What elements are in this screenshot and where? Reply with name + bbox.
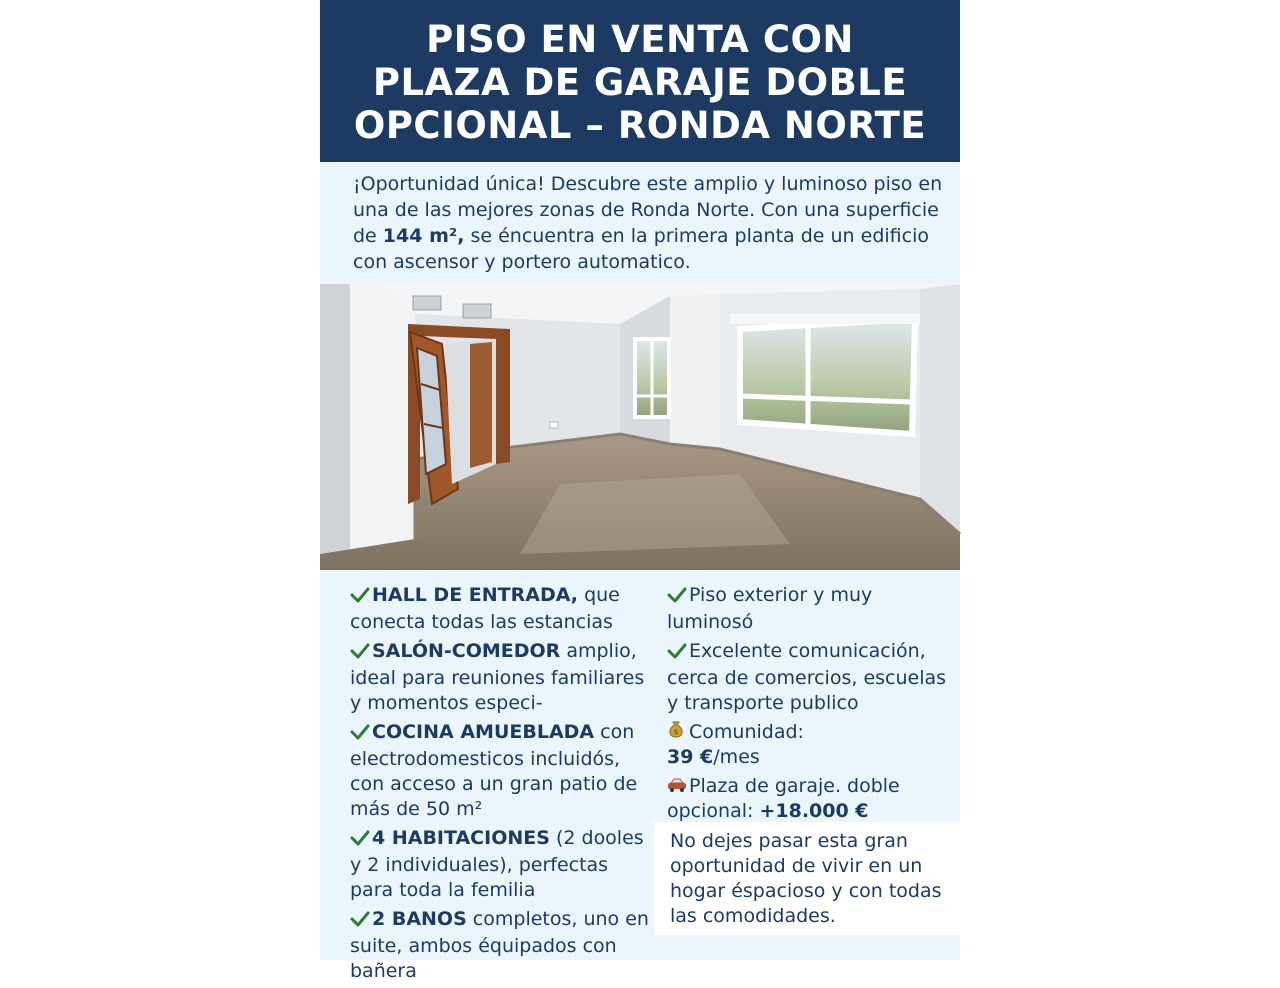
checkmark-icon [350,909,372,934]
checkmark-icon [350,641,372,666]
community-price: 39 € [667,746,714,768]
garage-option [667,774,957,824]
listing-flyer [320,0,960,982]
title-line: PLAZA DE GARAJE DOBLE [372,61,908,104]
features-right-column [667,583,957,828]
feature-title: 2 BANOS [372,908,467,930]
intro-paragraph [353,171,953,275]
intro-text: se éncuentra en la primera planta de un edificio con ascensor y portero automatico. [353,225,929,273]
svg-text:$: $ [673,728,679,736]
feature-item [350,907,650,984]
feature-text: (2 dooles y 2 individuales), perfectas para toda la femilia [350,827,644,901]
community-unit: /mes [713,746,760,768]
feature-text: Piso exterior y muy luminosó [667,584,873,633]
community-label: Comunidad: [689,721,804,743]
garage-label: Plaza de garaje. doble opcional: [667,775,900,822]
feature-item [350,639,650,716]
feature-item [667,639,957,716]
checkmark-icon [350,585,372,610]
feature-item [350,720,650,822]
checkmark-icon [667,641,689,666]
title-line: OPCIONAL – RONDA NORTE [353,104,927,147]
room-illustration [320,284,960,570]
title-line: PISO EN VENTA CON [426,18,854,61]
feature-text: con electrodomesticos incluidós, con acceso a un gran patio de más de 50 m² [350,721,638,820]
community-fee [667,720,957,770]
features-left-column [350,583,650,988]
surface-area: 144 m², [382,225,465,247]
feature-item [667,583,957,635]
feature-item [350,583,650,635]
living-room-photo [320,284,960,570]
closing-message: No dejes pasar esta gran oportunidad de vivir en un hogar éspacioso y con todas las comodidades. [670,830,942,927]
money-bag-icon [667,720,689,745]
feature-title: HALL DE ENTRADA, [372,584,579,606]
listing-title [330,18,950,147]
intro-text: ¡Oportunidad única! Descubre este amplio y luminoso piso en una de las mejores zonas de Ronda Norte. Con una superficie de [353,173,943,247]
feature-text: completos, uno en suite, ambos équipados con bañera [350,908,649,982]
feature-title: 4 HABITACIONES [372,827,550,849]
checkmark-icon [350,722,372,747]
checkmark-icon [667,585,689,610]
closing-box [654,822,960,935]
title-banner [320,0,960,162]
feature-text: Excelente comunicación, cerca de comercios, escuelas y transporte publico [667,640,947,714]
feature-text: amplio, ideal para reuniones familiares y momentos especi- [350,640,645,714]
checkmark-icon [350,828,372,853]
garage-price: +18.000 € [759,800,869,822]
car-icon [667,774,689,799]
feature-title: COCINA AMUEBLADA [372,721,595,743]
feature-item [350,826,650,903]
feature-title: SALÓN-COMEDOR [372,640,561,662]
feature-text: que conecta todas las estancias [350,584,620,633]
